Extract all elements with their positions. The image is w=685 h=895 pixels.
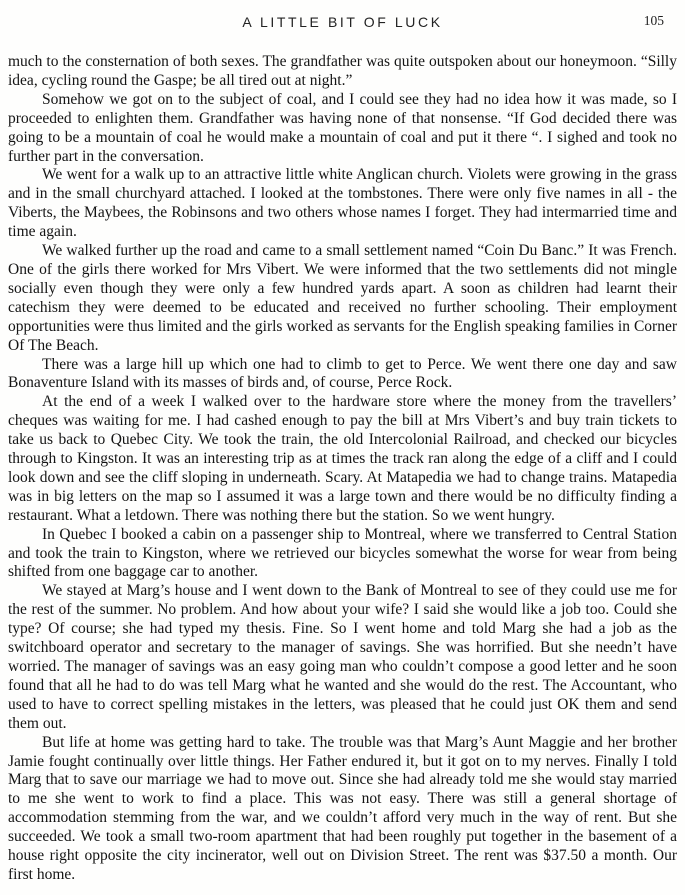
paragraph: At the end of a week I walked over to the hardware store where the money from the travellers’ cheques was waiting for me. I had cashed enough to pay the bill at Mrs Vibert’s and buy train tickets to take us back to Quebec City. We took the train, the old Intercolonial Railroad, and checked our bicycles through to Kingston. It was an interesting trip as at times the track ran along the edge of a cliff and I could look down and see the cliff sloping in underneath. Scary. At Matapedia we had to change trains. Matapedia was in big letters on the map so I assumed it was a large town and there would be no difficulty finding a restaurant. What a letdown. There was nothing there but the station. So we went hungry. [8,393,677,524]
page-number: 105 [643,13,664,28]
paragraph: Somehow we got on to the subject of coal, and I could see they had no idea how it was made, so I proceeded to enlighten them. Grandfather was having none of that nonsense. “If God decided there was going to be a mountain of coal he would make a mountain of coal and put it there “. I sighed and took no further part in the conversation. [8,90,677,165]
paragraph: much to the consternation of both sexes. The grandfather was quite outspoken about our honeymoon. “Silly idea, cycling round the Gaspe; be all tired out at night.” [8,53,677,89]
page-title: A LITTLE BIT OF LUCK [242,14,443,30]
paragraph: But life at home was getting hard to take. The trouble was that Marg’s Aunt Maggie and her brother Jamie fought continually over little things. Her Father endured it, but it got on to my nerves. Finally I told Marg that to save our marriage we had to move out. Since she had already told me she would stay married to me she went to work to find a place. This was not easy. There was still a general shortage of accommodation stemming from the war, and we couldn’t afford very much in the way of rent. But she succeeded. We took a small two-room apartment that had been roughly put together in the basement of a house right opposite the city incinerator, well out on Division Street. The rent was $37.50 a month. Our first home. [8,733,677,883]
running-header [8,14,677,32]
paragraph: We stayed at Marg’s house and I went down to the Bank of Montreal to see of they could use me for the rest of the summer. No problem. And how about your wife? I said she would like a job too. Could she type? Of course; she had typed my thesis. Fine. So I went home and told Marg she had a job as the switchboard operator and secretary to the manager of savings. She was horrified. But she needn’t have worried. The manager of savings was an easy going man who couldn’t compose a good letter and he soon found that all he had to do was tell Marg what he wanted and she would do the rest. The Accountant, who used to have to correct spelling mistakes in the letters, was pleased that he could just OK them and send them out. [8,582,677,732]
paragraph: We walked further up the road and came to a small settlement named “Coin Du Banc.” It was French. One of the girls there worked for Mrs Vibert. We were informed that the two settlements did not mingle socially even though they were only a few hundred yards apart. A soon as children had learnt their catechism they were deemed to be educated and received no further schooling. Their employment opportunities were thus limited and the girls worked as servants for the English speaking families in Corner Of The Beach. [8,242,677,354]
page-body [8,53,677,885]
paragraph: In Quebec I booked a cabin on a passenger ship to Montreal, where we transferred to Central Station and took the train to Kingston, where we retrieved our bicycles somewhat the worse for wear from being shifted from one baggage car to another. [8,525,677,581]
paragraph: We went for a walk up to an attractive little white Anglican church. Violets were growing in the grass and in the small churchyard attached. I looked at the tombstones. There were only five names in all - the Viberts, the Maybees, the Robinsons and two others whose names I forget. They had intermarried time and time again. [8,166,677,241]
paragraph: There was a large hill up which one had to climb to get to Perce. We went there one day and saw Bonaventure Island with its masses of birds and, of course, Perce Rock. [8,355,677,392]
